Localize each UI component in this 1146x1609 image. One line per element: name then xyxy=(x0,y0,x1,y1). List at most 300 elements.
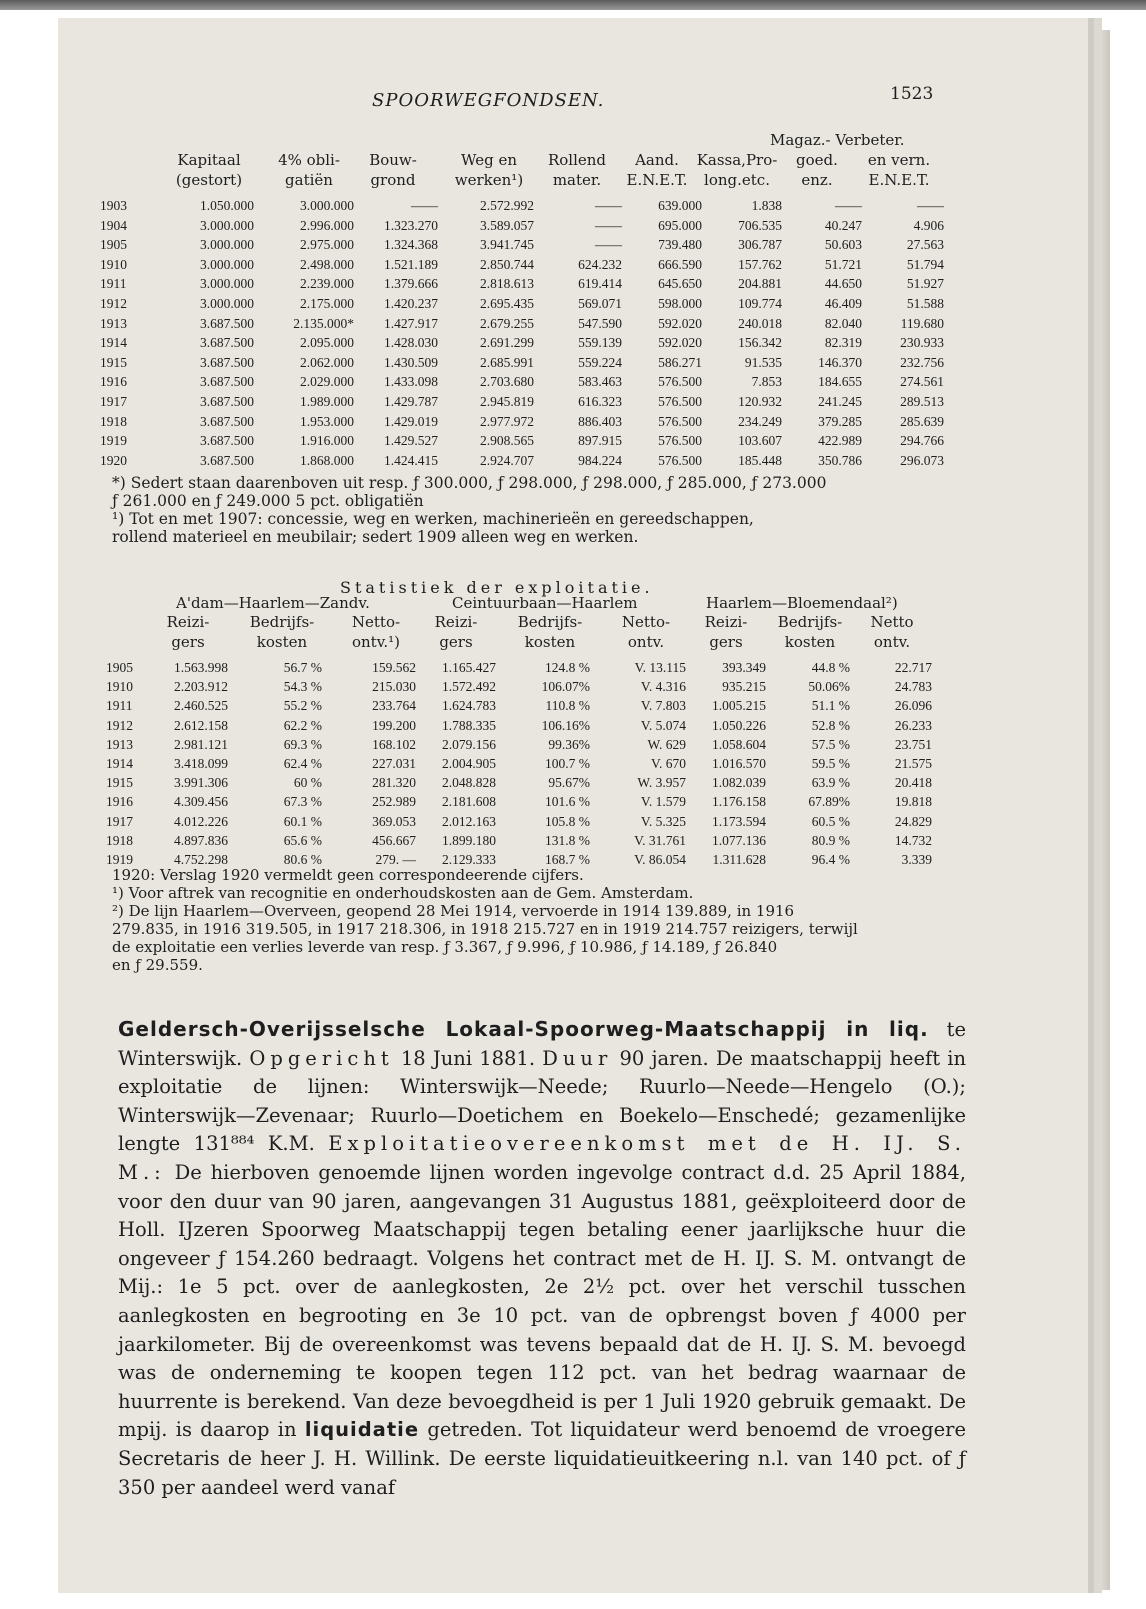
table2-col-header: kosten xyxy=(784,633,836,651)
table2-cell: 51.1 % xyxy=(811,698,850,714)
table2-cell: 1.005.215 xyxy=(712,698,766,714)
table2-cell: W. 3.957 xyxy=(637,775,686,791)
table1-cell: 3.589.057 xyxy=(480,217,534,233)
table1-cell: 1.868.000 xyxy=(300,452,354,468)
table1-col-header: Kassa,Pro- xyxy=(696,151,778,169)
table1-cell: 234.249 xyxy=(738,413,782,429)
table1-cell: 82.040 xyxy=(824,315,862,331)
table1-cell: 240.018 xyxy=(738,315,782,331)
table2-cell: 2.203.912 xyxy=(174,679,228,695)
table1-cell: 559.224 xyxy=(578,354,622,370)
table1-cell: —— xyxy=(917,198,944,213)
table1-cell: 1.953.000 xyxy=(300,413,354,429)
table2-cell: 3.418.099 xyxy=(174,756,228,771)
table2-year-cell: 1905 xyxy=(106,660,133,675)
table2-col-header: gers xyxy=(709,633,743,651)
table2-cell: 21.575 xyxy=(894,756,932,771)
table1-year-cell: 1914 xyxy=(100,335,127,351)
table2-col-header: ontv. xyxy=(873,633,911,651)
table2-cell: 1.077.136 xyxy=(712,832,766,848)
table1-cell: 184.655 xyxy=(818,374,862,390)
section-text-3: 90 jaren. De maatschappij heeft in exploitatie de lijnen: Winterswijk—Neede; Ruurlo—Neede—Hengelo (O.); Winterswijk—Zevenaar; Ruurlo—Doetichem en Boekelo—Enschedé; gezamenlijke lengte 131⁸⁸⁴ K.M. xyxy=(118,1046,966,1156)
table1-cell: 7.853 xyxy=(751,374,782,390)
table2-cell: 1.788.335 xyxy=(442,717,496,733)
table1-cell: 51.721 xyxy=(824,256,862,272)
table1-cell: 2.685.991 xyxy=(480,354,534,370)
table2-cell: 96.4 % xyxy=(811,852,850,867)
table2-cell: 131.8 % xyxy=(545,832,590,848)
table1-cell: 569.071 xyxy=(578,296,622,311)
table2-cell: 2.181.608 xyxy=(442,794,496,810)
table2-col-header: Netto- xyxy=(351,613,401,631)
table1-cell: 40.247 xyxy=(824,217,862,233)
table2-col-header: kosten xyxy=(256,633,308,651)
table2-cell: 67.3 % xyxy=(283,794,322,810)
table2-cell: 3.991.306 xyxy=(174,775,228,791)
table1-year-cell: 1920 xyxy=(100,452,127,468)
table1-cell: 616.323 xyxy=(578,394,622,409)
table1-year-cell: 1904 xyxy=(100,217,127,233)
table1-cell: 2.945.819 xyxy=(480,394,534,409)
table2-col-header: gers xyxy=(171,633,205,651)
table2-col-header: Reizi- xyxy=(434,613,478,631)
table1-cell: 296.073 xyxy=(900,452,944,468)
table2-year-cell: 1910 xyxy=(106,679,133,695)
table1-cell: 2.572.992 xyxy=(480,198,534,213)
table2-cell: 159.562 xyxy=(372,660,416,675)
table1-col-header: grond xyxy=(370,171,416,189)
table2-cell: V. 7.803 xyxy=(640,698,686,714)
table2-cell: 3.339 xyxy=(901,852,932,867)
table1-cell: 204.881 xyxy=(738,276,782,292)
table1-year-cell: 1916 xyxy=(100,374,127,390)
table2-cell: 124.8 % xyxy=(545,660,590,675)
table2-year-cell: 1913 xyxy=(106,736,133,752)
table2-cell: 233.764 xyxy=(372,698,416,714)
table1-cell: 2.908.565 xyxy=(480,433,534,449)
table2-cell: 100.7 % xyxy=(545,756,590,771)
exploitation-title: Statistiek der exploitatie. xyxy=(340,578,654,597)
table2-cell: 80.6 % xyxy=(283,852,322,867)
table2-cell: 1.050.226 xyxy=(712,717,766,733)
table2-cell: 55.2 % xyxy=(283,698,322,714)
table2-year-cell: 1912 xyxy=(106,717,133,733)
table2-cell: 1.311.628 xyxy=(712,852,766,867)
table2-cell: 24.783 xyxy=(894,679,932,695)
table2-cell: 80.9 % xyxy=(811,832,850,848)
table1-cell: 119.680 xyxy=(900,315,944,331)
table1-cell: 3.687.500 xyxy=(200,413,254,429)
table1-cell: 2.029.000 xyxy=(300,374,354,390)
table1-cell: 285.639 xyxy=(900,413,944,429)
table2-cell: 14.732 xyxy=(894,832,932,848)
table2-cell: 26.096 xyxy=(894,698,932,714)
book-page-edge xyxy=(1088,30,1110,1590)
table1-col-header: 4% obli- xyxy=(278,151,340,169)
table1-cell: 576.500 xyxy=(658,452,702,468)
table1-cell: 598.000 xyxy=(658,296,702,311)
table1-cell: 1.050.000 xyxy=(200,198,254,213)
table2-col-header: Bedrijfs- xyxy=(517,613,583,631)
table2-cell: 110.8 % xyxy=(545,698,590,714)
liquidatie-label: liquidatie xyxy=(304,1418,420,1442)
table1-col-header: Bouw- xyxy=(369,151,417,169)
table1-cell: 82.319 xyxy=(824,335,862,351)
table1-cell: 576.500 xyxy=(658,394,702,409)
table1-cell: 230.933 xyxy=(900,335,944,351)
table1-cell: 1.424.415 xyxy=(384,452,438,468)
table2-note-1920: 1920: Verslag 1920 vermeldt geen correspondeerende cijfers. xyxy=(112,866,584,884)
table2-cell: 2.129.333 xyxy=(442,852,496,867)
table2-group-header: A'dam—Haarlem—Zandv. xyxy=(176,594,370,612)
table1-cell: 3.687.500 xyxy=(200,335,254,351)
table2-cell: 19.818 xyxy=(894,794,932,810)
table2-note-4: de exploitatie een verlies leverde van resp. ƒ 3.367, ƒ 9.996, ƒ 10.986, ƒ 14.189, ƒ 26.840 xyxy=(112,938,778,956)
table2-cell: 26.233 xyxy=(894,717,932,733)
table2-cell: 935.215 xyxy=(722,679,766,695)
table1-cell: 3.000.000 xyxy=(300,198,354,213)
table1-cell: 666.590 xyxy=(658,256,702,272)
table2-group-header: Haarlem—Bloemendaal²) xyxy=(706,594,898,612)
table1-cell: 2.818.613 xyxy=(480,276,534,292)
table1-cell: 1.521.189 xyxy=(384,256,438,272)
table2-year-cell: 1919 xyxy=(106,852,133,867)
table1-cell: 2.977.972 xyxy=(480,413,534,429)
table1-note-3: ¹) Tot en met 1907: concessie, weg en werken, machinerieën en gereedschappen, xyxy=(112,510,754,528)
table2-cell: 4.012.226 xyxy=(174,813,228,829)
table1-cell: 576.500 xyxy=(658,433,702,449)
table2-cell: 4.752.298 xyxy=(174,852,228,867)
table1-cell: —— xyxy=(595,198,622,213)
table2-cell: 1.165.427 xyxy=(442,660,496,675)
table2-cell: 393.349 xyxy=(722,660,766,675)
section-label-opgericht: Opgericht xyxy=(249,1046,394,1070)
table2-cell: 1.624.783 xyxy=(442,698,496,714)
table1-col-header: Aand. xyxy=(635,151,679,169)
section-text-4: De hierboven genoemde lijnen worden ingevolge contract d.d. 25 April 1884, voor den duur van 90 jaren, aangevangen 31 Augustus 1881, geëxploiteerd door de Holl. IJzeren Spoorweg Maatschappij tegen betaling eener jaarlijksche huur die ongeveer ƒ 154.260 bedraagt. Volgens het contract met de H. IJ. S. M. ontvangt de Mij.: 1e 5 pct. over de aanlegkosten, 2e 2½ pct. over het verschil tusschen aanlegkosten en begrooting en 3e 10 pct. van de opbrengst boven ƒ 4000 per jaarkilometer. Bij de overeenkomst was tevens bepaald dat de H. IJ. S. M. bevoegd was de onderneming te koopen tegen 112 pct. van het bedrag waarnaar de huurrente is berekend. Van deze bevoegdheid is per 1 Juli 1920 gebruik gemaakt. De mpij. is daarop in xyxy=(118,1160,966,1442)
company-name: Geldersch-Overijsselsche Lokaal-Spoorweg-Maatschappij in liq. xyxy=(118,1017,929,1041)
table1-cell: 1.379.666 xyxy=(384,276,438,292)
table2-year-cell: 1918 xyxy=(106,832,133,848)
table1-cell: 2.996.000 xyxy=(300,217,354,233)
table1-cell: 3.687.500 xyxy=(200,315,254,331)
table2-cell: 2.004.905 xyxy=(442,756,496,771)
table1-cell: 379.285 xyxy=(818,413,862,429)
table1-cell: 3.000.000 xyxy=(200,296,254,311)
table2-cell: 252.989 xyxy=(372,794,416,810)
table2-cell: 63.9 % xyxy=(811,775,850,791)
running-header: SPOORWEGFONDSEN. xyxy=(372,90,605,111)
table1-cell: 592.020 xyxy=(658,315,702,331)
section-text-1: te Winterswijk. xyxy=(118,1018,967,1070)
table2-cell: 1.563.998 xyxy=(174,660,228,675)
table2-cell: 281.320 xyxy=(372,775,416,791)
table2-col-header: Bedrijfs- xyxy=(249,613,315,631)
table1-cell: 3.687.500 xyxy=(200,374,254,390)
table1-cell: 3.687.500 xyxy=(200,452,254,468)
table2-year-cell: 1915 xyxy=(106,775,133,791)
table1-cell: 1.420.237 xyxy=(384,296,438,311)
table2-cell: 1.016.570 xyxy=(712,756,766,771)
table2-year-cell: 1916 xyxy=(106,794,133,810)
table2-cell: 1.572.492 xyxy=(442,679,496,695)
table1-cell: 1.838 xyxy=(751,198,782,213)
table1-cell: 4.906 xyxy=(913,217,944,233)
table1-year-cell: 1911 xyxy=(100,276,127,292)
table1-cell: 3.000.000 xyxy=(200,217,254,233)
table2-col-header: Netto- xyxy=(621,613,671,631)
table1-cell: 51.927 xyxy=(906,276,944,292)
table1-col-header: en vern. xyxy=(867,151,931,169)
table1-cell: 1.427.917 xyxy=(384,315,438,331)
section-text-2: 18 Juni 1881. xyxy=(393,1046,543,1070)
table1-cell: 897.915 xyxy=(578,433,622,449)
table1-year-cell: 1917 xyxy=(100,394,127,409)
table2-col-header: ontv. xyxy=(627,633,665,651)
table2-cell: V. 31.761 xyxy=(634,832,686,848)
table1-cell: 103.607 xyxy=(738,433,782,449)
table1-cell: 274.561 xyxy=(900,374,944,390)
table1-cell: 3.000.000 xyxy=(200,276,254,292)
table1-cell: 592.020 xyxy=(658,335,702,351)
table1-cell: 1.916.000 xyxy=(300,433,354,449)
table1-col-header: goed. xyxy=(796,151,838,169)
table1-col-header: Kapitaal xyxy=(177,151,241,169)
table1-cell: 2.703.680 xyxy=(480,374,534,390)
table1-cell: 44.650 xyxy=(824,276,862,292)
table1-cell: 695.000 xyxy=(658,217,702,233)
table2-year-cell: 1911 xyxy=(106,698,133,714)
table1-year-cell: 1903 xyxy=(100,198,127,213)
table1-cell: 2.691.299 xyxy=(480,335,534,351)
table1-cell: 2.498.000 xyxy=(300,256,354,272)
table1-cell: 289.513 xyxy=(900,394,944,409)
table1-cell: 2.679.255 xyxy=(480,315,534,331)
table1-year-cell: 1919 xyxy=(100,433,127,449)
table1-col-header: long.etc. xyxy=(704,171,770,189)
table1-cell: 232.756 xyxy=(900,354,944,370)
table2-cell: 24.829 xyxy=(894,813,932,829)
table1-col-header: E.N.E.T. xyxy=(626,171,688,189)
table2-cell: 168.7 % xyxy=(545,852,590,867)
table2-cell: V. 13.115 xyxy=(634,660,686,675)
table2-cell: 60.1 % xyxy=(283,813,322,829)
table2-cell: 20.418 xyxy=(894,775,932,791)
table2-cell: 62.4 % xyxy=(283,756,322,771)
table1-cell: 1.324.368 xyxy=(384,237,438,253)
table2-note-1: ¹) Voor aftrek van recognitie en onderhoudskosten aan de Gem. Amsterdam. xyxy=(112,884,694,902)
table2-cell: 2.012.163 xyxy=(442,813,496,829)
table1-cell: 3.941.745 xyxy=(480,237,534,253)
table1-note-2: ƒ 261.000 en ƒ 249.000 5 pct. obligatiën xyxy=(112,492,424,510)
table1-cell: 1.428.030 xyxy=(384,335,438,351)
table1-cell: 51.794 xyxy=(906,256,944,272)
table2-cell: V. 4.316 xyxy=(640,679,686,695)
table2-col-header: Netto xyxy=(870,613,914,631)
table1-cell: 27.563 xyxy=(906,237,944,253)
table2-cell: 2.460.525 xyxy=(174,698,228,714)
table1-cell: 3.687.500 xyxy=(200,433,254,449)
table1-cell: 2.695.435 xyxy=(480,296,534,311)
table2-cell: 227.031 xyxy=(372,756,416,771)
table1-col-header: Weg en xyxy=(461,151,517,169)
table2-cell: 65.6 % xyxy=(283,832,322,848)
scan-top-edge xyxy=(0,0,1146,10)
table2-cell: 105.8 % xyxy=(545,813,590,829)
table1-cell: 2.095.000 xyxy=(300,335,354,351)
table1-cell: 624.232 xyxy=(578,256,622,272)
table2-cell: 22.717 xyxy=(894,660,932,675)
table2-cell: 2.981.121 xyxy=(174,736,228,752)
table1-cell: 46.409 xyxy=(824,296,862,311)
table1-cell: 306.787 xyxy=(738,237,782,253)
table1-cell: 586.271 xyxy=(658,354,702,370)
table1-note-4: rollend materieel en meubilair; sedert 1909 alleen weg en werken. xyxy=(112,528,639,546)
table2-cell: 1.058.604 xyxy=(712,736,766,752)
table1-year-cell: 1905 xyxy=(100,237,127,253)
table1-cell: 645.650 xyxy=(658,276,702,292)
table1-cell: 3.687.500 xyxy=(200,394,254,409)
table2-cell: 369.053 xyxy=(372,813,416,829)
table1-cell: 350.786 xyxy=(818,452,862,468)
table2-cell: 2.079.156 xyxy=(442,736,496,752)
table2-cell: 4.309.456 xyxy=(174,794,228,810)
table1-cell: 51.588 xyxy=(906,296,944,311)
table1-cell: 2.135.000* xyxy=(293,315,354,331)
table1-cell: —— xyxy=(595,237,622,253)
table1-cell: 984.224 xyxy=(578,452,622,468)
table1-year-cell: 1918 xyxy=(100,413,127,429)
table1-cell: 50.603 xyxy=(824,237,862,253)
table1-cell: —— xyxy=(411,198,438,213)
table2-group-header: Ceintuurbaan—Haarlem xyxy=(452,594,638,612)
table1-cell: —— xyxy=(595,217,622,233)
table2-cell: 67.89% xyxy=(808,794,850,810)
table2-cell: 23.751 xyxy=(894,736,932,752)
table2-cell: 106.07% xyxy=(541,679,590,695)
table1-cell: 2.239.000 xyxy=(300,276,354,292)
table2-cell: V. 670 xyxy=(650,756,686,771)
table2-cell: 44.8 % xyxy=(811,660,850,675)
table1-cell: 2.924.707 xyxy=(480,452,534,468)
table1-cell: 157.762 xyxy=(738,256,782,272)
table1-cell: 1.429.019 xyxy=(384,413,438,429)
table2-col-header: kosten xyxy=(524,633,576,651)
table1-cell: 576.500 xyxy=(658,374,702,390)
table2-col-header: ontv.¹) xyxy=(351,633,401,651)
table1-cell: 91.535 xyxy=(744,354,782,370)
table2-cell: 1.176.158 xyxy=(712,794,766,810)
table2-cell: 2.612.158 xyxy=(174,717,228,733)
table1-year-cell: 1912 xyxy=(100,296,127,311)
company-section xyxy=(118,1015,966,1502)
table1-cell: 559.139 xyxy=(578,335,622,351)
table2-cell: 60.5 % xyxy=(811,813,850,829)
table1-note-1: *) Sedert staan daarenboven uit resp. ƒ 300.000, ƒ 298.000, ƒ 298.000, ƒ 285.000, ƒ 273.000 xyxy=(112,474,827,492)
table2-cell: 50.06% xyxy=(808,679,850,695)
table1-col-header: E.N.E.T. xyxy=(868,171,930,189)
table2-col-header: Reizi- xyxy=(166,613,210,631)
table2-cell: 57.5 % xyxy=(811,736,850,752)
table2-cell: 2.048.828 xyxy=(442,775,496,791)
table1-cell: 547.590 xyxy=(578,315,622,331)
table2-cell: 279. — xyxy=(375,852,416,867)
table1-cell: 3.687.500 xyxy=(200,354,254,370)
table1-cell: 2.850.744 xyxy=(480,256,534,272)
table2-col-header: Bedrijfs- xyxy=(777,613,843,631)
table2-cell: 101.6 % xyxy=(545,794,590,810)
table1-top-header: Magaz.- Verbeter. xyxy=(770,131,905,149)
table2-cell: V. 5.325 xyxy=(640,813,686,829)
table2-col-header: Reizi- xyxy=(704,613,748,631)
table2-note-2: ²) De lijn Haarlem—Overveen, geopend 28 Mei 1914, vervoerde in 1914 139.889, in 1916 xyxy=(112,902,795,920)
table1-cell: 1.989.000 xyxy=(300,394,354,409)
table2-cell: 1.082.039 xyxy=(712,775,766,791)
table2-note-5: en ƒ 29.559. xyxy=(112,956,203,974)
table1-cell: 3.000.000 xyxy=(200,237,254,253)
table2-cell: 69.3 % xyxy=(283,736,322,752)
table1-cell: 619.414 xyxy=(578,276,622,292)
table1-cell: 185.448 xyxy=(738,452,782,468)
table2-cell: 52.8 % xyxy=(811,717,850,733)
table2-cell: 56.7 % xyxy=(283,660,322,675)
table2-cell: 215.030 xyxy=(372,679,416,695)
table1-cell: 146.370 xyxy=(818,354,862,370)
table2-cell: 59.5 % xyxy=(811,756,850,771)
table1-cell: 1.433.098 xyxy=(384,374,438,390)
table2-cell: 4.897.836 xyxy=(174,832,228,848)
page-number: 1523 xyxy=(890,84,934,104)
table2-cell: 60 % xyxy=(293,775,322,791)
section-text-5: getreden. Tot liquidateur werd benoemd de vroegere Secretaris de heer J. H. Willink. De eerste liquidatieuitkeering n.l. van 140 pct. of ƒ 350 per aandeel werd vanaf xyxy=(118,1418,966,1499)
table1-cell: 120.932 xyxy=(738,394,782,409)
table1-cell: 2.175.000 xyxy=(300,296,354,311)
table1-cell: 109.774 xyxy=(738,296,782,311)
table2-cell: 62.2 % xyxy=(283,717,322,733)
table1-cell: 294.766 xyxy=(900,433,944,449)
table1-col-header: gatiën xyxy=(285,171,333,189)
table2-cell: 1.899.180 xyxy=(442,832,496,848)
table2-cell: W. 629 xyxy=(647,736,686,752)
table1-cell: 2.062.000 xyxy=(300,354,354,370)
table1-cell: 1.323.270 xyxy=(384,217,438,233)
table2-year-cell: 1917 xyxy=(106,813,133,829)
table1-cell: —— xyxy=(835,198,862,213)
table1-cell: 576.500 xyxy=(658,413,702,429)
table1-col-header: werken¹) xyxy=(454,171,524,189)
table1-cell: 3.000.000 xyxy=(200,256,254,272)
table2-year-cell: 1914 xyxy=(106,756,133,771)
table1-cell: 1.430.509 xyxy=(384,354,438,370)
table1-cell: 706.535 xyxy=(738,217,782,233)
table2-cell: V. 1.579 xyxy=(640,794,686,810)
table2-cell: V. 5.074 xyxy=(640,717,686,733)
table2-cell: 99.36% xyxy=(548,736,590,752)
table1-col-header: Rollend xyxy=(547,151,607,169)
table2-cell: 199.200 xyxy=(372,717,416,733)
table1-cell: 1.429.787 xyxy=(384,394,438,409)
section-label-exploitatie: Exploitatieovereenkomst met de H. IJ. S. M.: xyxy=(118,1132,966,1184)
section-label-duur: Duur xyxy=(542,1046,613,1070)
table1-col-header: mater. xyxy=(552,171,602,189)
table2-cell: 95.67% xyxy=(548,775,590,791)
table1-cell: 639.000 xyxy=(658,198,702,213)
table1-col-header: (gestort) xyxy=(175,171,243,189)
table1-cell: 156.342 xyxy=(738,335,782,351)
table2-col-header: gers xyxy=(439,633,473,651)
table2-cell: 168.102 xyxy=(372,736,416,752)
table1-cell: 1.429.527 xyxy=(384,433,438,449)
